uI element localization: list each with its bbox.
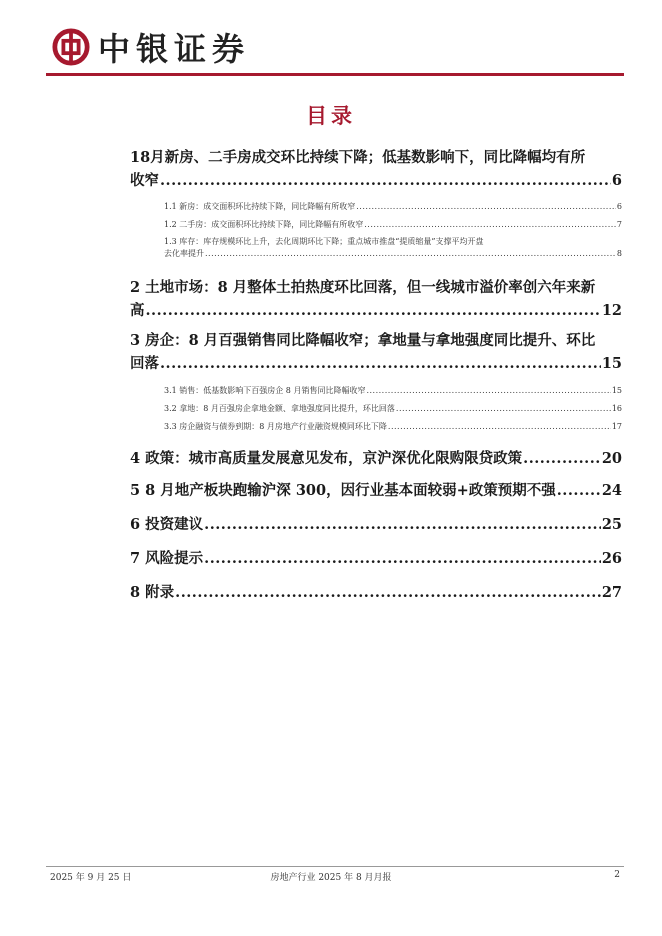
toc-entry-text: 收窄 <box>130 172 159 189</box>
toc-entry-6[interactable] <box>130 513 622 536</box>
toc-dot-leader <box>356 201 616 213</box>
toc-entry-1-3[interactable] <box>164 236 622 260</box>
toc-dot-leader <box>146 299 601 322</box>
brand-name: 中银证券 <box>98 30 251 68</box>
header <box>52 22 250 72</box>
toc-page-number: 6 <box>611 172 622 189</box>
toc-page-number: 17 <box>611 422 622 431</box>
toc-page-number: 25 <box>601 516 622 533</box>
header-divider <box>46 73 624 76</box>
toc-page-number: 16 <box>611 404 622 413</box>
toc-page-number: 7 <box>616 220 622 229</box>
toc-dot-leader <box>160 169 611 192</box>
toc-entry-line: 3 房企：8 月百强销售同比降幅收窄；拿地量与拿地强度同比提升、环比 <box>130 332 596 349</box>
toc-page-number: 20 <box>601 450 622 467</box>
toc-entry-7[interactable] <box>130 547 622 570</box>
footer-report-name: 房地产行业 2025 年 8 月月报 <box>270 873 392 883</box>
bank-of-china-logo-icon <box>52 28 90 66</box>
toc-entry-3-1[interactable] <box>164 385 622 397</box>
footer-page-number: 2 <box>614 870 620 880</box>
toc-entry-3-2[interactable] <box>164 403 622 415</box>
toc-dot-leader <box>204 513 601 536</box>
toc-dot-leader <box>204 547 601 570</box>
footer-date: 2025 年 9 月 25 日 <box>50 873 132 883</box>
toc-entry-text: 3.1 销售：低基数影响下百强房企 8 月销售同比降幅收窄 <box>164 386 366 395</box>
toc-entry-text: 4 政策：城市高质量发展意见发布，京沪深优化限购限贷政策 <box>130 450 523 467</box>
toc-title: 目录 <box>306 104 356 128</box>
toc-dot-leader <box>557 479 601 502</box>
toc-entry-3[interactable] <box>130 329 622 375</box>
toc-entry-text: 3.3 房企融资与债券到期：8 月房地产行业融资规模同环比下降 <box>164 422 387 431</box>
toc-dot-leader <box>205 248 616 260</box>
toc-entry-3-3[interactable] <box>164 421 622 433</box>
toc-dot-leader <box>388 421 611 433</box>
toc-entry-text: 1.2 二手房：成交面积环比持续下降，同比降幅有所收窄 <box>164 220 364 229</box>
toc-entry-text: 去化率提升 <box>164 249 204 258</box>
toc-entry-line: 18月新房、二手房成交环比持续下降；低基数影响下，同比降幅均有所 <box>130 149 586 166</box>
toc-entry-text: 7 风险提示 <box>130 550 204 567</box>
toc-entry-8[interactable] <box>130 581 622 604</box>
toc-entry-5[interactable] <box>130 479 622 502</box>
toc-entry-text: 8 附录 <box>130 584 175 601</box>
toc-entry-text: 5 8 月地产板块跑输沪深 300，因行业基本面较弱+政策预期不强 <box>130 482 556 499</box>
toc-entry-text: 6 投资建议 <box>130 516 204 533</box>
toc-entry-4[interactable] <box>130 447 622 470</box>
toc-entry-text: 1.1 新房：成交面积环比持续下降，同比降幅有所收窄 <box>164 202 356 211</box>
toc-dot-leader <box>364 219 616 231</box>
toc-page-number: 6 <box>616 202 622 211</box>
toc-dot-leader <box>175 581 601 604</box>
toc-page-number: 15 <box>601 355 622 372</box>
toc-page-number: 24 <box>601 482 622 499</box>
toc-page-number: 12 <box>601 302 622 319</box>
toc-entry-2[interactable] <box>130 276 622 322</box>
toc-entry-text: 3.2 拿地：8 月百强房企拿地金额、拿地强度同比提升，环比回落 <box>164 404 395 413</box>
toc-entry-line: 1.3 库存：库存规模环比上升，去化周期环比下降；重点城市推盘“提质缩量”支撑平均开盘 <box>164 237 484 246</box>
toc-entry-1[interactable] <box>130 146 622 192</box>
toc-dot-leader <box>396 403 611 415</box>
toc-entry-text: 高 <box>130 302 145 319</box>
toc-entry-text: 回落 <box>130 355 159 372</box>
toc-dot-leader <box>523 447 601 470</box>
toc-entry-1-1[interactable] <box>164 201 622 213</box>
toc-page-number: 27 <box>601 584 622 601</box>
toc-page-number: 15 <box>611 386 622 395</box>
toc-dot-leader <box>160 352 601 375</box>
toc-entry-line: 2 土地市场：8 月整体土拍热度环比回落，但一线城市溢价率创六年来新 <box>130 279 596 296</box>
toc-dot-leader <box>366 385 610 397</box>
toc-entry-1-2[interactable] <box>164 219 622 231</box>
toc-page-number: 26 <box>601 550 622 567</box>
footer-divider <box>46 866 624 867</box>
toc-page-number: 8 <box>616 249 622 258</box>
